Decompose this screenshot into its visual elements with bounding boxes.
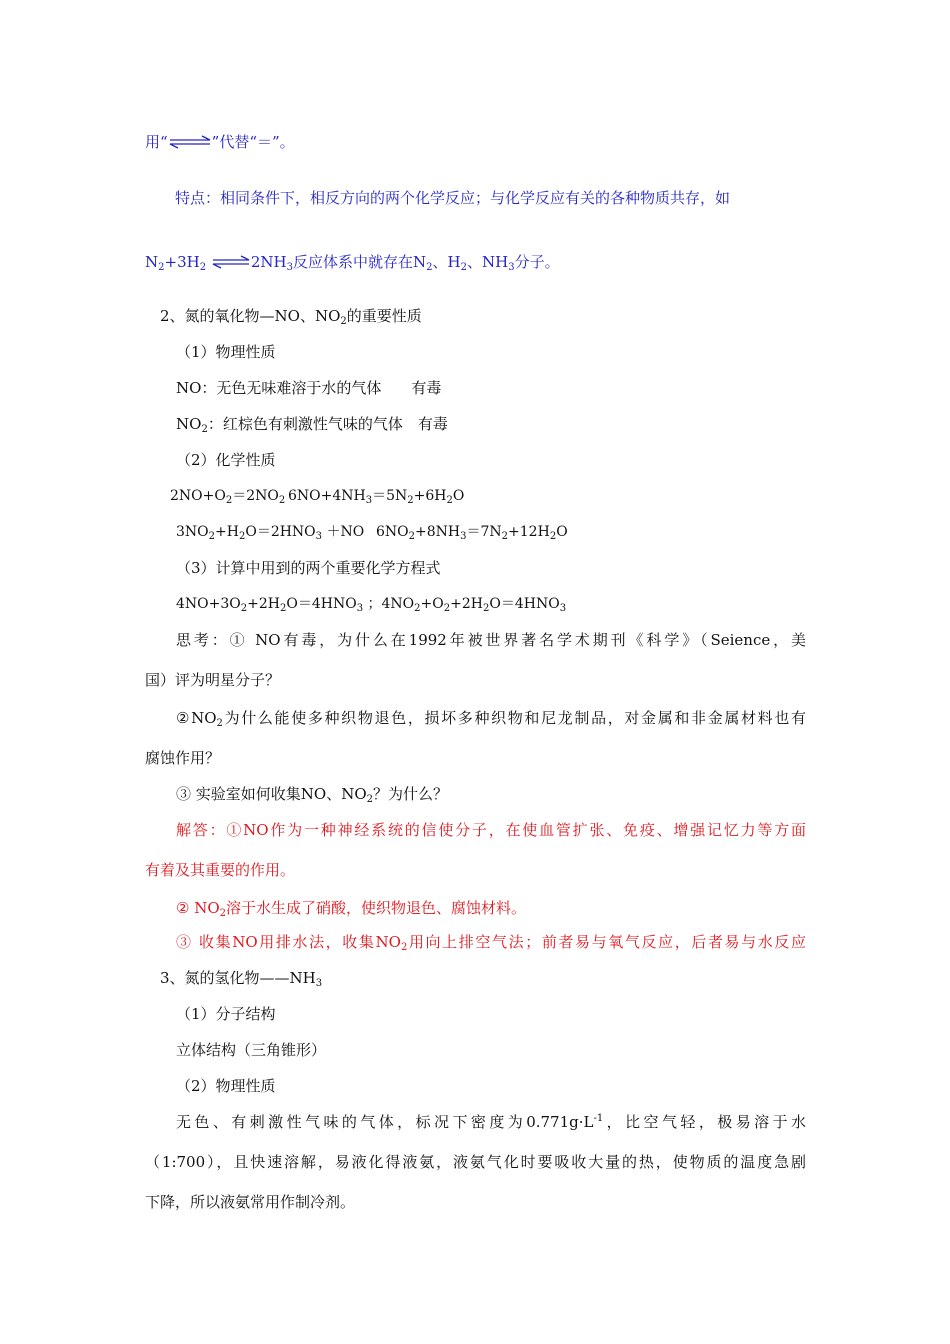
text-segment: ”代替“＝”。 bbox=[211, 133, 295, 151]
text-segment: ＝5N bbox=[372, 488, 408, 504]
text-segment: 6NO bbox=[376, 524, 409, 540]
equation-4 bbox=[376, 522, 568, 542]
subscript: 3 bbox=[356, 603, 364, 614]
answer-1-line-2: 有着及其重要的作用。 bbox=[145, 861, 296, 879]
text-segment: 分子。 bbox=[514, 253, 560, 271]
reversible-feature-line bbox=[175, 188, 730, 208]
no2-property-line bbox=[176, 414, 448, 434]
text-segment: +H bbox=[215, 524, 239, 540]
text-segment: NO bbox=[176, 415, 202, 433]
text-segment: ③ 实验室如何收集NO、NO bbox=[176, 785, 367, 803]
subscript: 2 bbox=[225, 495, 233, 506]
nh3-description-line-3: 下降，所以液氨常用作制冷剂。 bbox=[145, 1193, 356, 1211]
text-segment: ② NO bbox=[176, 899, 220, 917]
no-property-line: NO：无色无味难溶于水的气体 有毒 bbox=[176, 379, 442, 397]
subscript: 3 bbox=[365, 495, 373, 506]
text-segment: 无色、有刺激性气味的气体，标况下密度为0.771g·L bbox=[176, 1113, 594, 1131]
text-segment: 3、氮的氢化物——NH bbox=[160, 969, 316, 987]
text-segment: ？为什么？ bbox=[373, 785, 449, 803]
subscript: 2 bbox=[201, 424, 208, 435]
subscript: 3 bbox=[286, 262, 293, 273]
subscript: 2 bbox=[460, 262, 467, 273]
think-question-2-line-1 bbox=[176, 708, 806, 728]
subscript: 2 bbox=[407, 495, 414, 506]
subscript: 2 bbox=[199, 262, 207, 273]
text-segment: +6H bbox=[413, 488, 447, 504]
text-segment: +O bbox=[420, 596, 444, 612]
equation-5 bbox=[176, 594, 566, 614]
text-segment: O bbox=[556, 524, 568, 540]
subscript: 3 bbox=[315, 978, 323, 989]
reversible-arrow-icon bbox=[168, 135, 212, 149]
text-segment: 的重要性质 bbox=[346, 307, 422, 325]
answer-2 bbox=[176, 898, 526, 918]
subscript: 2 bbox=[340, 316, 347, 327]
text-segment: ，比空气轻，极易溶于水 bbox=[603, 1113, 806, 1131]
text-segment: ②NO bbox=[176, 709, 217, 727]
text-segment: O＝4HNO bbox=[489, 596, 560, 612]
subscript: 3 bbox=[460, 531, 467, 542]
text-segment: ＝2NO bbox=[232, 488, 279, 504]
text-segment: 2、氮的氧化物—NO、NO bbox=[160, 307, 341, 325]
text-segment: 6NO+4NH bbox=[288, 488, 366, 504]
text-segment: 用向上排空气法；前者易与氧气反应，后者易与水反应 bbox=[407, 933, 806, 951]
equation-3 bbox=[176, 522, 364, 542]
subscript: 2 bbox=[414, 603, 421, 614]
subscript: 2 bbox=[482, 603, 490, 614]
calculation-equations-title: （3）计算中用到的两个重要化学方程式 bbox=[176, 559, 441, 577]
text-segment: ＝7N bbox=[466, 524, 502, 540]
nh3-description-line-2: （1:700），且快速溶解，易液化得液氨，液氨气化时要吸收大量的热，使物质的温度急剧 bbox=[145, 1153, 806, 1171]
text-segment: 反应体系中就存在N bbox=[292, 253, 427, 271]
text-segment: 特点：相同条件下，相反方向的两个化学反应；与化学反应有关的各种物质共存，如 bbox=[175, 189, 731, 207]
think-question-2-line-2: 腐蚀作用？ bbox=[145, 749, 221, 767]
text-segment: 2NH bbox=[250, 253, 287, 271]
answer-1-line-1: 解答：①NO作为一种神经系统的信使分子，在使血管扩张、免疫、增强记忆力等方面 bbox=[176, 821, 806, 839]
text-segment: 溶于水生成了硝酸，使织物退色、腐蚀材料。 bbox=[226, 899, 527, 917]
subscript: 2 bbox=[443, 603, 451, 614]
subscript: 2 bbox=[366, 794, 373, 805]
section3-heading bbox=[160, 968, 322, 988]
text-segment: 、NH bbox=[466, 253, 509, 271]
equation-1 bbox=[170, 486, 285, 506]
subscript: 2 bbox=[238, 531, 246, 542]
molecular-structure-desc: 立体结构（三角锥形） bbox=[176, 1041, 327, 1059]
section2-heading bbox=[160, 306, 422, 326]
text-segment: +12H bbox=[508, 524, 550, 540]
text-segment: +2H bbox=[247, 596, 280, 612]
text-segment: ＋NO bbox=[322, 524, 365, 540]
think-question-1-line-2: 国）评为明星分子？ bbox=[145, 671, 281, 689]
text-segment: O＝4HNO bbox=[286, 596, 357, 612]
text-segment: +3H bbox=[164, 253, 200, 271]
text-segment: ：红棕色有刺激性气味的气体 有毒 bbox=[207, 415, 448, 433]
subscript: 3 bbox=[315, 531, 323, 542]
subscript: 2 bbox=[446, 495, 453, 506]
nh3-physical-title: （2）物理性质 bbox=[176, 1077, 276, 1095]
subscript: 2 bbox=[158, 262, 165, 273]
subscript: 2 bbox=[549, 531, 557, 542]
subscript: 3 bbox=[508, 262, 515, 273]
equation-2 bbox=[288, 486, 464, 506]
superscript: -1 bbox=[593, 1113, 604, 1124]
think-question-3 bbox=[176, 784, 448, 804]
answer-3 bbox=[176, 932, 806, 952]
subscript: 2 bbox=[501, 531, 509, 542]
reversible-arrow-icon bbox=[211, 255, 251, 269]
subscript: 2 bbox=[278, 495, 286, 506]
reversible-symbol-line bbox=[145, 132, 295, 152]
subscript: 2 bbox=[279, 603, 287, 614]
text-segment: O bbox=[452, 488, 465, 504]
subscript: 2 bbox=[208, 531, 216, 542]
molecular-structure-title: （1）分子结构 bbox=[176, 1005, 276, 1023]
chemical-properties-title: （2）化学性质 bbox=[176, 451, 276, 469]
text-segment: ；4NO bbox=[363, 596, 415, 612]
subscript: 2 bbox=[408, 531, 416, 542]
text-segment: 4NO+3O bbox=[176, 596, 241, 612]
text-segment: N bbox=[145, 253, 159, 271]
physical-properties-title: （1）物理性质 bbox=[176, 343, 276, 361]
text-segment: 为什么能使多种织物退色，损坏多种织物和尼龙制品，对金属和非金属材料也有 bbox=[222, 709, 806, 727]
reversible-example-line bbox=[145, 252, 560, 272]
subscript: 2 bbox=[219, 908, 227, 919]
subscript: 2 bbox=[240, 603, 248, 614]
text-segment: O＝2HNO bbox=[245, 524, 316, 540]
text-segment: 、H bbox=[432, 253, 461, 271]
subscript: 2 bbox=[426, 262, 433, 273]
subscript: 3 bbox=[559, 603, 567, 614]
nh3-description-line-1 bbox=[176, 1112, 806, 1132]
subscript: 2 bbox=[400, 942, 408, 953]
text-segment: ③ 收集NO用排水法，收集NO bbox=[176, 933, 401, 951]
subscript: 2 bbox=[216, 718, 223, 729]
text-segment: 用“ bbox=[145, 133, 168, 151]
text-segment: +8NH bbox=[415, 524, 461, 540]
text-segment: 2NO+O bbox=[170, 488, 226, 504]
text-segment: +2H bbox=[450, 596, 483, 612]
text-segment: 3NO bbox=[176, 524, 209, 540]
think-question-1-line-1: 思考：① NO有毒，为什么在1992年被世界著名学术期刊《科学》（Seience，美 bbox=[176, 631, 806, 649]
